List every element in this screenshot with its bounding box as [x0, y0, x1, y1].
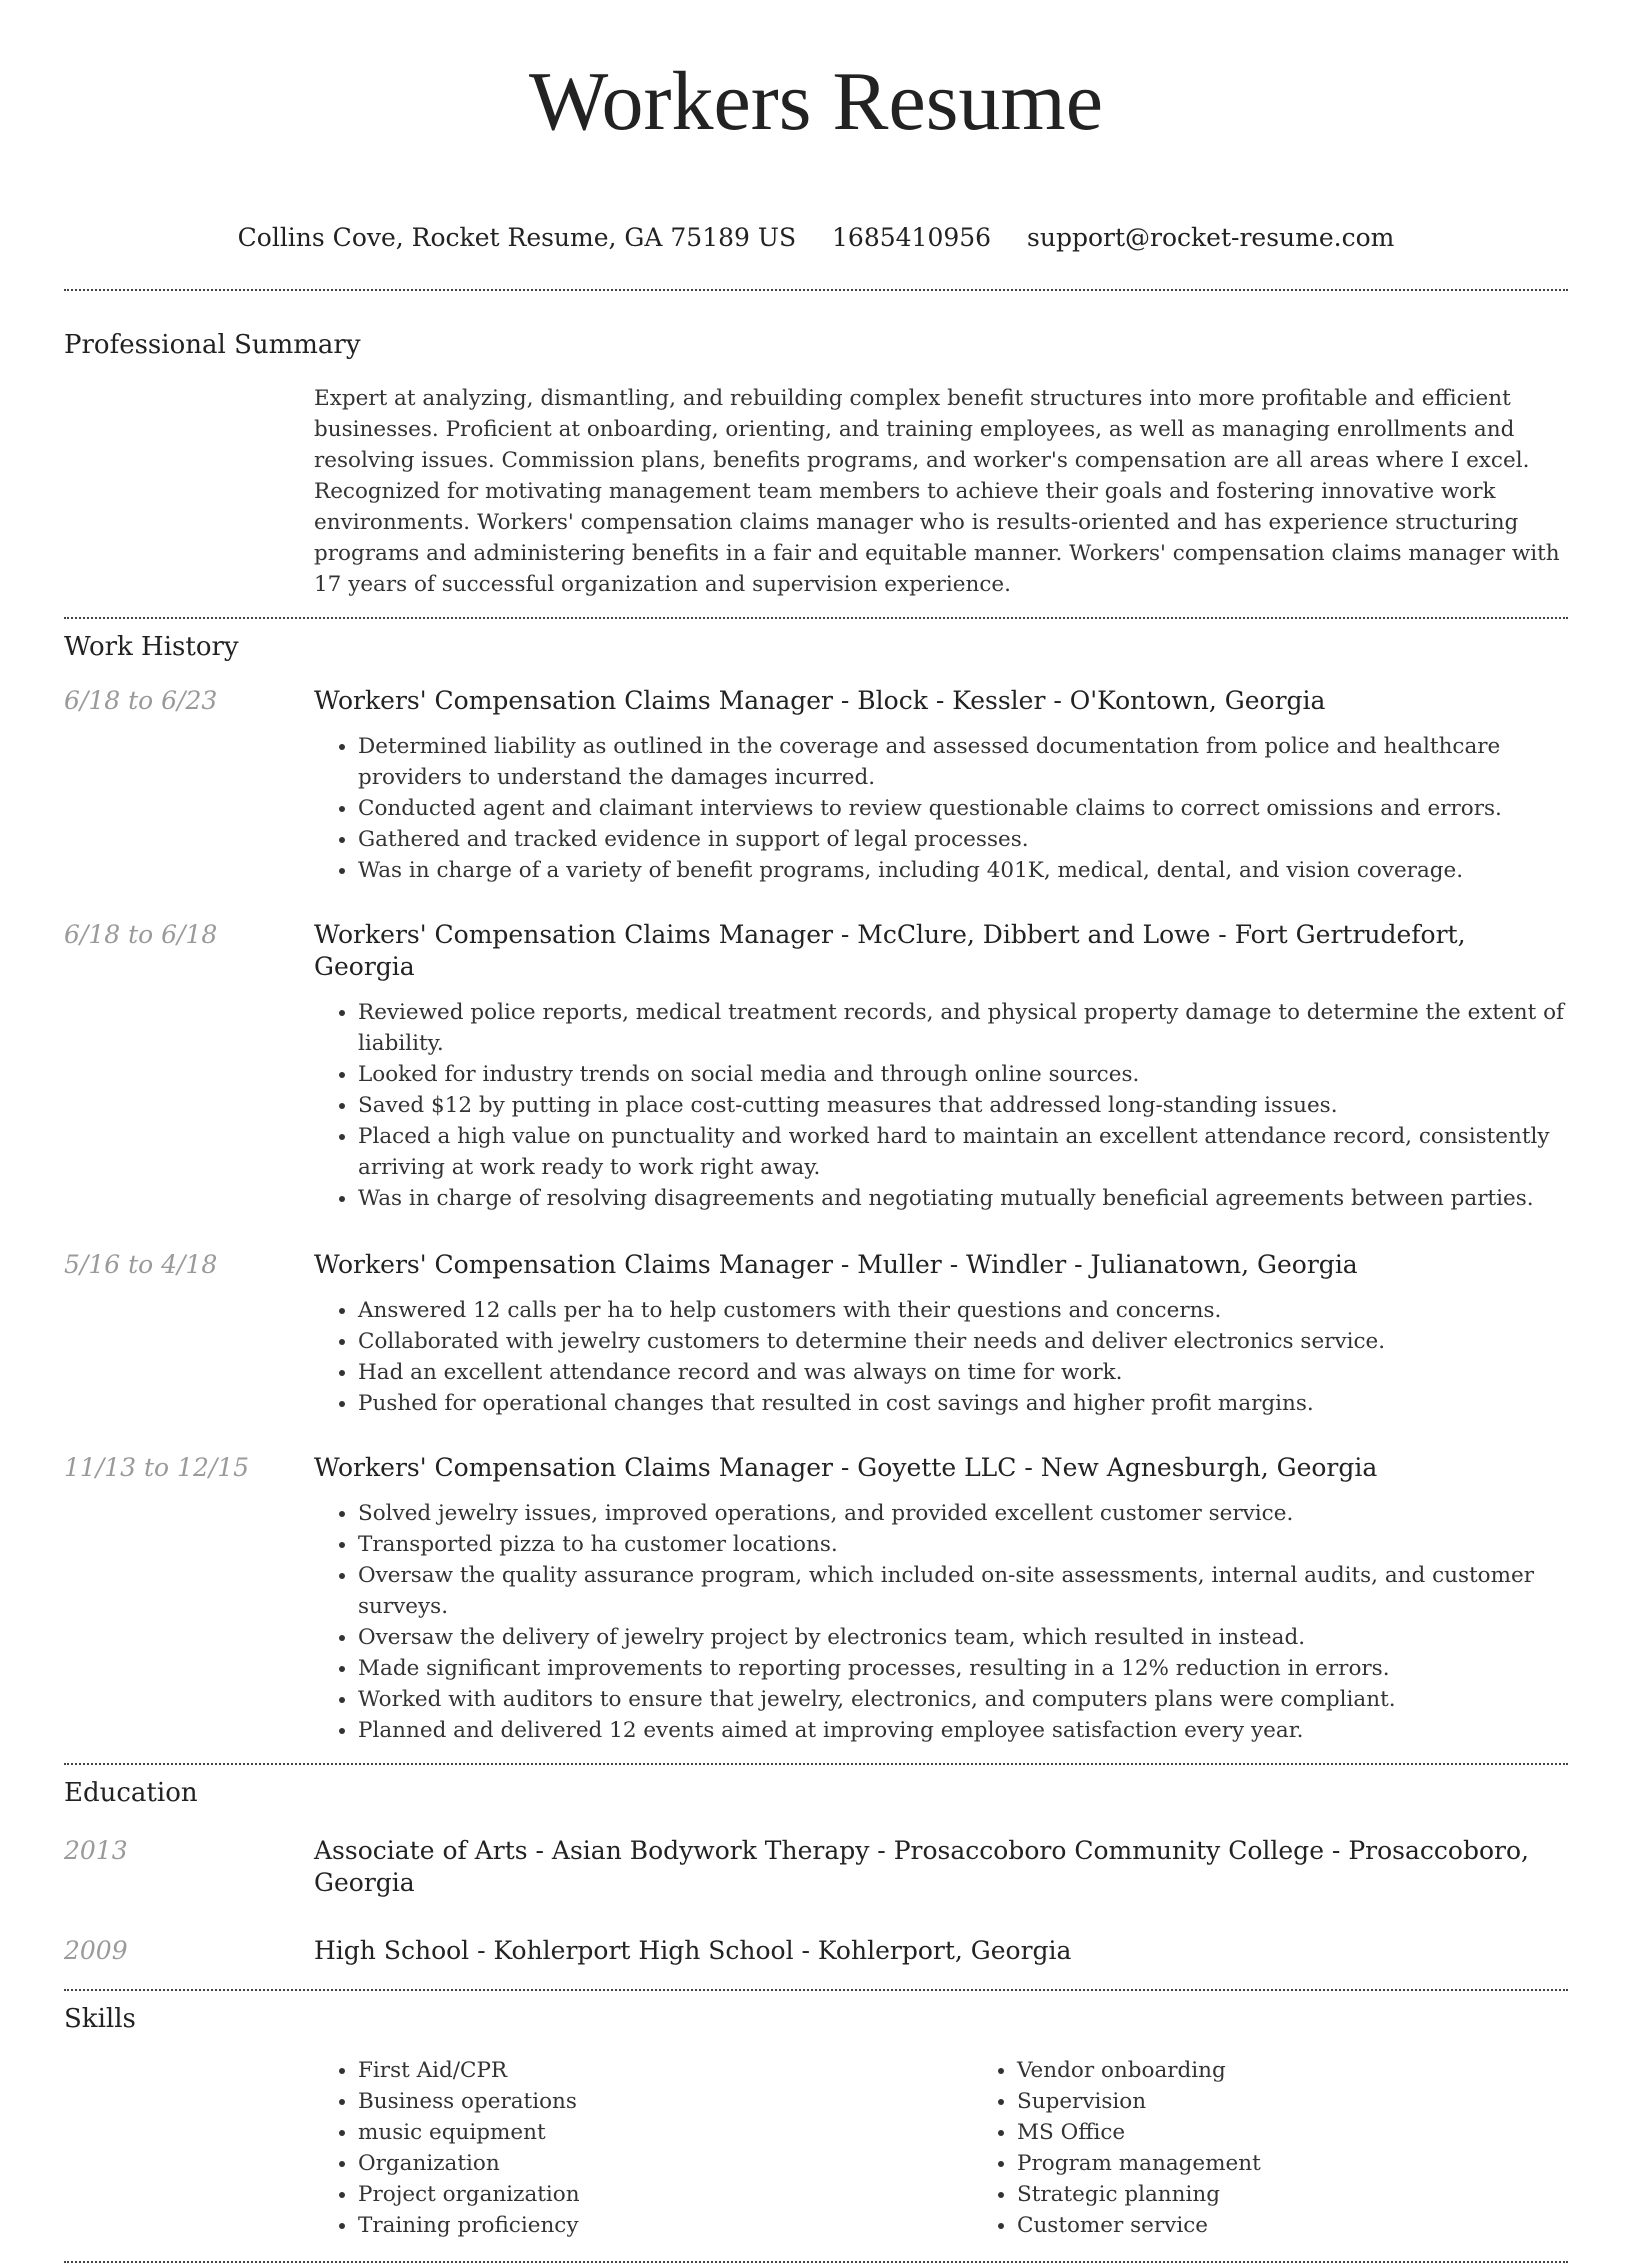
education-heading: High School - Kohlerport High School - Kohlerport, Georgia — [314, 1936, 1072, 1965]
skill-item: • Organization — [358, 2148, 973, 2179]
job-bullets — [314, 1295, 1568, 1419]
list-item: • Solved jewelry issues, improved operations, and provided excellent customer service. — [358, 1498, 1568, 1529]
section-title-summary: Professional Summary — [64, 330, 361, 360]
skills-column — [314, 2055, 973, 2241]
list-item: • Saved $12 by putting in place cost-cutting measures that addressed long-standing issues. — [358, 1090, 1568, 1121]
contact-phone: 1685410956 — [832, 223, 992, 252]
list-item: • Reviewed police reports, medical treatment records, and physical property damage to determine the extent of liability. — [358, 997, 1568, 1059]
job-entry — [64, 1452, 1568, 1746]
skills-column — [973, 2055, 1632, 2241]
divider — [64, 1763, 1568, 1765]
job-heading: Workers' Compensation Claims Manager - Block - Kessler - O'Kontown, Georgia — [314, 686, 1326, 715]
skill-item: • MS Office — [1017, 2117, 1632, 2148]
job-heading: Workers' Compensation Claims Manager - McClure, Dibbert and Lowe - Fort Gertrudefort, Georgia — [314, 920, 1466, 981]
job-heading: Workers' Compensation Claims Manager - Muller - Windler - Julianatown, Georgia — [314, 1250, 1358, 1279]
skill-item: • Customer service — [1017, 2210, 1632, 2241]
section-title-skills: Skills — [64, 2004, 136, 2034]
skill-item: • Strategic planning — [1017, 2179, 1632, 2210]
resume-name: Workers Resume — [528, 55, 1104, 148]
skill-item: • Business operations — [358, 2086, 973, 2117]
divider — [64, 617, 1568, 619]
list-item: • Had an excellent attendance record and was always on time for work. — [358, 1357, 1568, 1388]
job-dates: 11/13 to 12/15 — [64, 1453, 250, 1482]
job-heading: Workers' Compensation Claims Manager - Goyette LLC - New Agnesburgh, Georgia — [314, 1453, 1378, 1482]
list-item: • Conducted agent and claimant interviews to review questionable claims to correct omissions and errors. — [358, 793, 1568, 824]
education-year: 2009 — [64, 1936, 128, 1965]
list-item: • Looked for industry trends on social media and through online sources. — [358, 1059, 1568, 1090]
section-title-education: Education — [64, 1778, 198, 1808]
job-bullets — [314, 1498, 1568, 1746]
job-dates: 6/18 to 6/23 — [64, 686, 218, 715]
skill-item: • Vendor onboarding — [1017, 2055, 1632, 2086]
list-item: • Pushed for operational changes that resulted in cost savings and higher profit margins. — [358, 1388, 1568, 1419]
job-entry — [64, 1249, 1568, 1419]
list-item: • Was in charge of a variety of benefit programs, including 401K, medical, dental, and vision coverage. — [358, 855, 1568, 886]
job-bullets — [314, 731, 1568, 886]
skill-item: • First Aid/CPR — [358, 2055, 973, 2086]
section-title-work-history: Work History — [64, 632, 239, 662]
skill-item: • music equipment — [358, 2117, 973, 2148]
list-item: • Transported pizza to ha customer locations. — [358, 1529, 1568, 1560]
job-entry — [64, 685, 1568, 886]
education-heading: Associate of Arts - Asian Bodywork Therapy - Prosaccoboro Community College - Prosaccoboro, Georgia — [314, 1836, 1529, 1897]
contact-email: support@rocket-resume.com — [1027, 223, 1395, 252]
list-item: • Collaborated with jewelry customers to determine their needs and deliver electronics service. — [358, 1326, 1568, 1357]
divider — [64, 289, 1568, 291]
job-dates: 5/16 to 4/18 — [64, 1250, 218, 1279]
list-item: • Worked with auditors to ensure that jewelry, electronics, and computers plans were compliant. — [358, 1684, 1568, 1715]
list-item: • Answered 12 calls per ha to help customers with their questions and concerns. — [358, 1295, 1568, 1326]
divider — [64, 1989, 1568, 1991]
list-item: • Oversaw the delivery of jewelry project by electronics team, which resulted in instead. — [358, 1622, 1568, 1653]
list-item: • Placed a high value on punctuality and worked hard to maintain an excellent attendance record, consistently arriving at work ready to work right away. — [358, 1121, 1568, 1183]
job-bullets — [314, 997, 1568, 1214]
job-entry — [64, 919, 1568, 1214]
contact-address: Collins Cove, Rocket Resume, GA 75189 US — [237, 223, 797, 252]
job-dates: 6/18 to 6/18 — [64, 920, 218, 949]
list-item: • Gathered and tracked evidence in support of legal processes. — [358, 824, 1568, 855]
skill-item: • Project organization — [358, 2179, 973, 2210]
skills-list — [314, 2055, 1632, 2241]
list-item: • Determined liability as outlined in the coverage and assessed documentation from police and healthcare providers to understand the damages incurred. — [358, 731, 1568, 793]
list-item: • Planned and delivered 12 events aimed at improving employee satisfaction every year. — [358, 1715, 1568, 1746]
list-item: • Was in charge of resolving disagreements and negotiating mutually beneficial agreements between parties. — [358, 1183, 1568, 1214]
education-entry — [64, 1835, 1568, 1899]
summary-text: Expert at analyzing, dismantling, and rebuilding complex benefit structures into more profitable and efficient businesses. Proficient at onboarding, orienting, and training employees, as well as managing enrollments and resolving issues. Commission plans, benefits programs, and worker's compensation are all areas where I excel. Recognized for motivating management team members to achieve their goals and fostering innovative work environments. Workers' compensation claims manager who is results-oriented and has experience structuring programs and administering benefits in a fair and equitable manner. Workers' compensation claims manager with 17 years of successful organization and supervision experience. — [314, 386, 1560, 597]
skill-item: • Supervision — [1017, 2086, 1632, 2117]
list-item: • Made significant improvements to reporting processes, resulting in a 12% reduction in errors. — [358, 1653, 1568, 1684]
education-year: 2013 — [64, 1836, 128, 1865]
contact-line — [64, 222, 1568, 254]
list-item: • Oversaw the quality assurance program, which included on-site assessments, internal audits, and customer surveys. — [358, 1560, 1568, 1622]
education-entry — [64, 1935, 1568, 1967]
skill-item: • Training proficiency — [358, 2210, 973, 2241]
skill-item: • Program management — [1017, 2148, 1632, 2179]
